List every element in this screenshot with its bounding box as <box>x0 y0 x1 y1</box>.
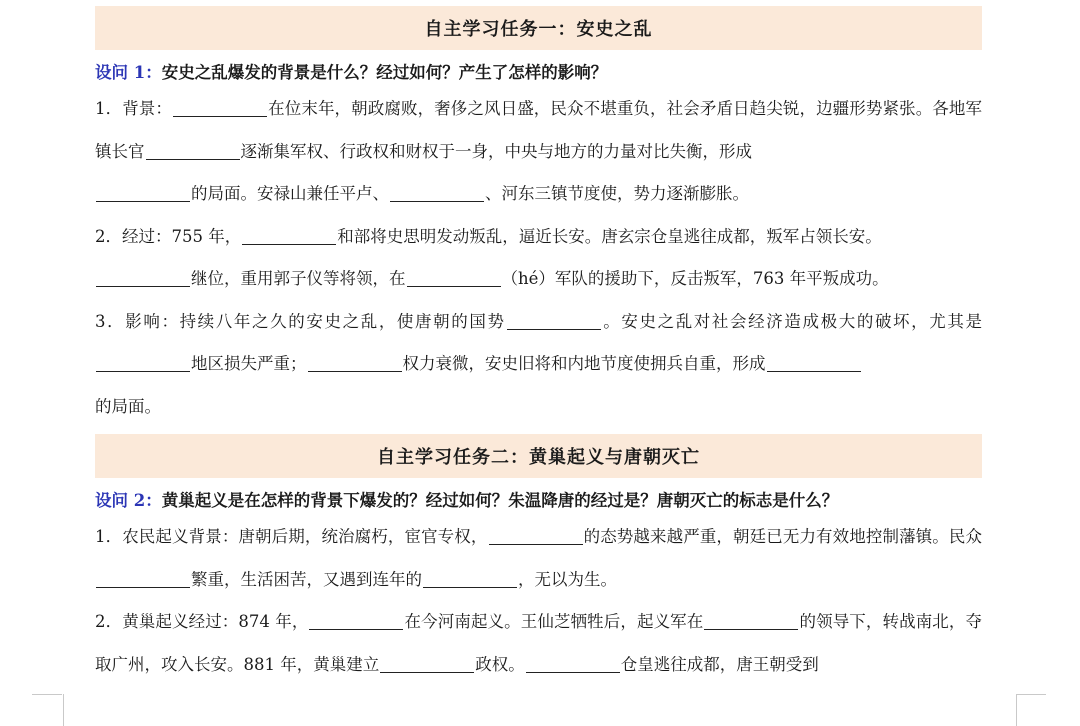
text-segment: 和部将史思明发动叛乱，逼近长安。唐玄宗仓皇逃往成都，叛军占领长安。 <box>337 226 882 246</box>
text-segment: 的领导下，转战南北，夺取广州，攻入长安。881 年，黄巢建立 <box>95 612 983 674</box>
text-segment: 的局面。安禄山兼任平卢、 <box>191 184 389 203</box>
fill-blank[interactable] <box>96 570 190 588</box>
text-segment: 2．黄巢起义经过：874 年， <box>95 612 309 631</box>
task2-paragraph-background <box>95 516 982 601</box>
text-segment: 1．背景： <box>95 99 173 118</box>
fill-blank[interactable] <box>308 355 402 373</box>
page-corner-mark <box>32 694 62 696</box>
task1-paragraph-impact <box>95 301 982 429</box>
text-segment: 的局面。 <box>95 396 161 416</box>
page-corner-mark <box>1016 694 1018 726</box>
fill-blank[interactable] <box>489 528 583 546</box>
fill-blank[interactable] <box>173 100 267 118</box>
page-corner-mark <box>1016 694 1046 696</box>
text-segment: 的态势越来越严重，朝廷已无力有效地控制藩镇。民众 <box>583 527 983 546</box>
text-segment: （hé）军队的援助下，反击叛军，763 年平叛成功。 <box>501 269 889 288</box>
text-segment: 继位，重用郭子仪等将领，在 <box>191 269 406 288</box>
task2-banner <box>95 434 982 478</box>
text-segment: 3．影响：持续八年之久的安史之乱，使唐朝的国势 <box>95 311 506 331</box>
text-segment: 1．农民起义背景：唐朝后期，统治腐朽，宦官专权， <box>95 527 488 546</box>
fill-blank[interactable] <box>380 655 474 673</box>
fill-blank[interactable] <box>704 613 798 631</box>
task1-question <box>95 62 982 84</box>
fill-blank[interactable] <box>423 570 517 588</box>
fill-blank[interactable] <box>526 655 620 673</box>
fill-blank[interactable] <box>407 270 501 288</box>
task1-question-text: 安史之乱爆发的背景是什么？经过如何？产生了怎样的影响？ <box>161 63 608 82</box>
task1-question-label: 设问 1： <box>95 63 162 82</box>
fill-blank[interactable] <box>507 312 601 330</box>
task2-title: 自主学习任务二：黄巢起义与唐朝灭亡 <box>377 447 700 468</box>
fill-blank[interactable] <box>390 185 484 203</box>
text-segment: 政权。 <box>475 654 525 674</box>
task1-paragraph-background <box>95 88 982 216</box>
page-corner-mark <box>62 694 64 726</box>
fill-blank[interactable] <box>309 613 403 631</box>
fill-blank[interactable] <box>242 227 336 245</box>
text-segment: 。安史之乱对社会经济造成极大的破坏，尤其是 <box>601 311 983 331</box>
task1-banner <box>95 6 982 50</box>
fill-blank[interactable] <box>96 355 190 373</box>
text-segment: 在位末年，朝政腐败，奢侈之风日盛，民众不堪重负，社会矛盾日趋尖锐，边疆形势紧张。各地军镇长官 <box>95 99 983 161</box>
task1-paragraph-course <box>95 216 982 301</box>
text-segment: 在今河南起义。王仙芝牺牲后，起义军在 <box>404 612 704 631</box>
task2-question-label: 设问 2： <box>95 491 162 510</box>
fill-blank[interactable] <box>96 185 190 203</box>
task2-question-text: 黄巢起义是在怎样的背景下爆发的？经过如何？朱温降唐的经过是？唐朝灭亡的标志是什么？ <box>161 491 839 510</box>
task2-paragraph-course <box>95 601 982 686</box>
text-segment: 繁重，生活困苦，又遇到连年的 <box>191 569 422 589</box>
worksheet-page <box>95 6 982 686</box>
text-segment: 、河东三镇节度使，势力逐渐膨胀。 <box>485 184 749 203</box>
text-segment: 2．经过：755 年， <box>95 226 242 246</box>
text-segment: 逐渐集军权、行政权和财权于一身，中央与地方的力量对比失衡，形成 <box>240 141 752 161</box>
text-segment: 权力衰微，安史旧将和内地节度使拥兵自重，形成 <box>402 354 766 373</box>
text-segment: ，无以为生。 <box>518 569 617 589</box>
fill-blank[interactable] <box>146 142 240 160</box>
text-segment: 仓皇逃往成都，唐王朝受到 <box>620 654 819 674</box>
text-segment: 地区损失严重； <box>191 354 307 373</box>
task2-question <box>95 490 982 512</box>
task1-title: 自主学习任务一：安史之乱 <box>424 19 653 40</box>
fill-blank[interactable] <box>767 355 861 373</box>
fill-blank[interactable] <box>96 270 190 288</box>
